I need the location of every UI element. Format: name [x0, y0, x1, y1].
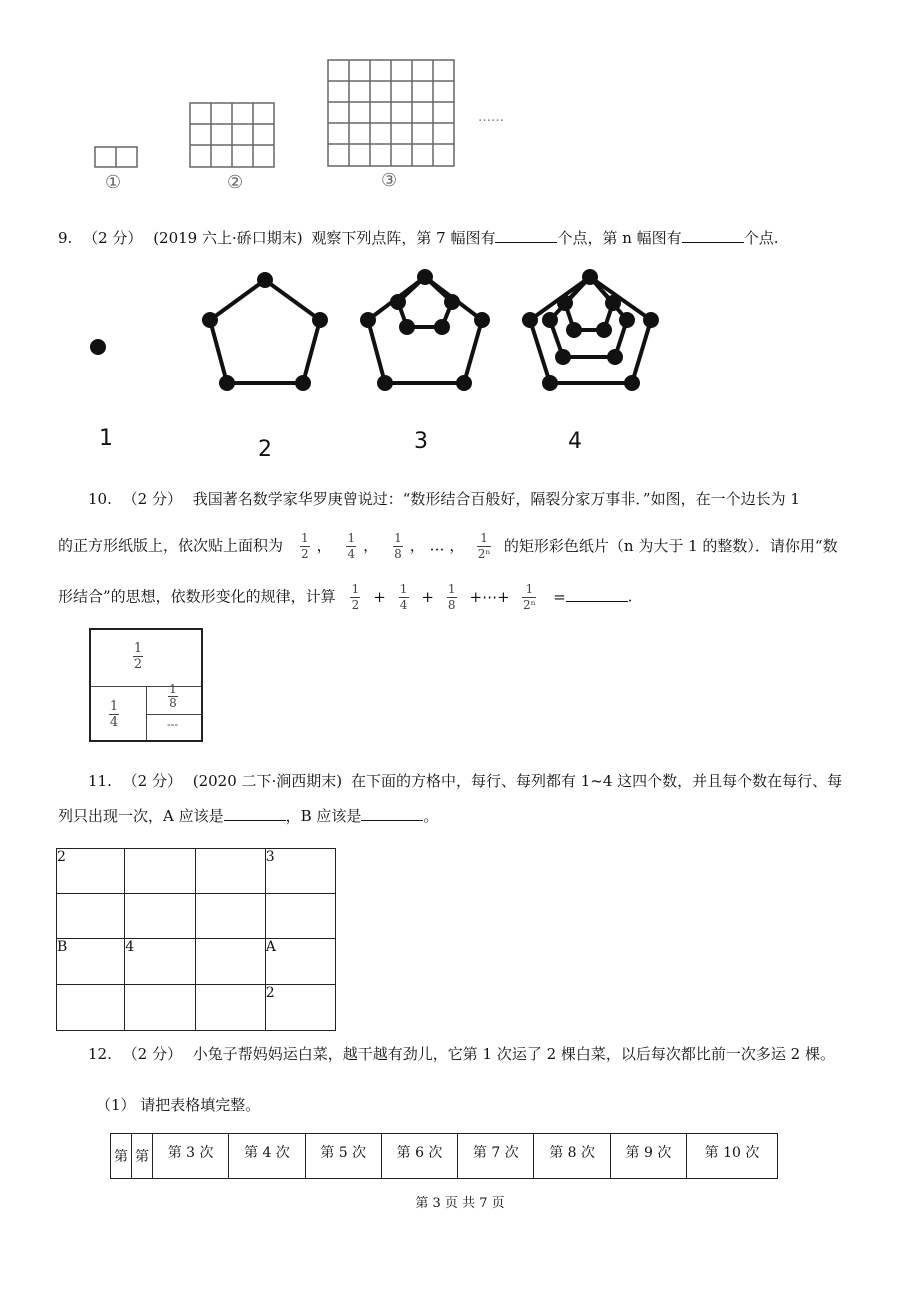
grid-cell: [195, 985, 265, 1031]
q11-number: 11.: [88, 772, 112, 790]
grid-cell: 2: [57, 849, 125, 894]
page-footer: 第 3 页 共 7 页: [415, 1196, 505, 1211]
q10-line3a: 形结合”的思想，依数形变化的规律，计算: [58, 587, 336, 606]
q11-line1: 在下面的方格中，每行、每列都有 1~4 这四个数，并且每个数在每行、每: [350, 772, 843, 790]
grid-cell: [195, 894, 265, 939]
comma: ，: [449, 536, 465, 555]
plus-sign: +: [421, 587, 434, 606]
latin-square-grid: [56, 848, 336, 1031]
dot-figure-label-1: 1: [99, 426, 113, 451]
q9-number: 9.: [58, 229, 73, 247]
figure-label-1: ①: [105, 172, 122, 193]
table-header-cell: 第: [111, 1134, 132, 1179]
grid-cell: A: [265, 939, 335, 985]
fraction-1-2n: $\frac{1}{\text{2ⁿ}}$: [477, 531, 491, 561]
table-header-cell: 第 3 次: [153, 1134, 229, 1179]
dot-figure-label-3: 3: [414, 429, 428, 454]
q11-score: （2 分）: [122, 772, 182, 790]
grid-cell: [125, 985, 195, 1031]
q9-text-b: 个点，第 n 幅图有: [557, 229, 682, 247]
grid-cell: [195, 939, 265, 985]
grid-cell: 2: [265, 985, 335, 1031]
q12-score: （2 分）: [122, 1045, 182, 1063]
growing-grid-figure: [90, 55, 530, 200]
q10-line2b: 的矩形彩色纸片（n 为大于 1 的整数）．请你用“数: [503, 536, 838, 555]
comma: ，: [363, 536, 379, 555]
cabbage-table: [110, 1133, 778, 1179]
grid-cell: [195, 849, 265, 894]
grid-cell: B: [57, 939, 125, 985]
q9-text-c: 个点.: [743, 229, 779, 247]
q9-source: (2019 六上·硚口期末): [153, 229, 303, 247]
fraction-1-8: $\frac{1}{8}$: [394, 531, 402, 561]
table-header-cell: 第 4 次: [229, 1134, 305, 1179]
sum-fraction-1-8: $\frac{1}{8}$: [447, 582, 456, 612]
q9-text-a: 观察下列点阵，第 7 幅图有: [311, 229, 496, 247]
q11-source: (2020 二下·涧西期末): [192, 772, 343, 790]
plus-sign: +: [373, 587, 386, 606]
table-header-cell: 第: [132, 1134, 153, 1179]
figure-label-3: ③: [381, 170, 398, 191]
pentagon-dot-figure: [85, 265, 665, 415]
q10-line1: 我国著名数学家华罗庚曾说过：“数形结合百般好，隔裂分家万事非．”如图，在一个边长为 1: [192, 490, 800, 508]
sum-fraction-1-2: $\frac{1}{2}$: [351, 582, 360, 612]
region-quarter-label: 1 4: [109, 699, 119, 730]
grid-cell: [125, 849, 195, 894]
grid-cell: [57, 894, 125, 939]
fraction-1-2: $\frac{1}{2}$: [300, 531, 309, 561]
q10-line2a: 的正方形纸版上，依次贴上面积为: [58, 536, 284, 555]
question-9: [58, 227, 778, 248]
dot-figure-label-4: 4: [568, 429, 582, 454]
region-half-label: 1 2: [133, 641, 143, 672]
q11-line2c: 。: [423, 807, 439, 825]
question-12-sub-1: [96, 1094, 260, 1115]
unit-square-figure: [89, 628, 203, 742]
question-10-line-3: [58, 583, 633, 612]
table-header-cell: 第 8 次: [534, 1134, 610, 1179]
dot-figure-label-2: 2: [258, 437, 272, 462]
question-10-line-1: [88, 488, 800, 509]
grid-cell: [57, 985, 125, 1031]
table-header-cell: 第 6 次: [381, 1134, 457, 1179]
grid-cell: 4: [125, 939, 195, 985]
q9-answer-blank-1[interactable]: [495, 228, 557, 243]
table-header-cell: 第 5 次: [305, 1134, 381, 1179]
comma: ，: [409, 536, 425, 555]
equals-sign: =: [553, 587, 566, 606]
region-eighth-label: 1 8: [169, 682, 177, 710]
grid-cell: [265, 894, 335, 939]
q9-score: （2 分）: [83, 229, 143, 247]
comma: ，: [316, 536, 332, 555]
table-header-cell: 第 9 次: [610, 1134, 686, 1179]
q11-answer-blank-b[interactable]: [361, 806, 423, 821]
q12-text: 小兔子帮妈妈运白菜，越干越有劲儿，它第 1 次运了 2 棵白菜，以后每次都比前一次多运 2 棵。: [192, 1045, 835, 1063]
q10-answer-blank[interactable]: [566, 587, 628, 602]
table-header-cell: 第 7 次: [458, 1134, 534, 1179]
grid-cell: [125, 894, 195, 939]
figure-label-2: ②: [227, 172, 244, 193]
q10-score: （2 分）: [122, 490, 182, 508]
q12-number: 12.: [88, 1045, 112, 1063]
q12-sub1: （1） 请把表格填完整。: [96, 1096, 261, 1114]
figure-ellipsis: ……: [478, 110, 504, 125]
question-11-line-1: [88, 770, 842, 791]
question-11-line-2: [58, 805, 438, 826]
q9-answer-blank-2[interactable]: [682, 228, 744, 243]
question-12: [88, 1043, 835, 1064]
sum-fraction-1-4: $\frac{1}{4}$: [399, 582, 408, 612]
region-remaining-label: ---: [167, 718, 179, 731]
grid-cell: 3: [265, 849, 335, 894]
sum-fraction-1-2n: $\frac{1}{\text{2ⁿ}}$: [523, 582, 536, 612]
question-10-line-2: [58, 532, 838, 561]
q11-line2a: 列只出现一次，A 应该是: [58, 807, 224, 825]
q11-answer-blank-a[interactable]: [224, 806, 286, 821]
fraction-1-4: $\frac{1}{4}$: [347, 531, 356, 561]
period: .: [627, 587, 633, 606]
table-header-cell: 第 10 次: [687, 1134, 778, 1179]
q10-number: 10.: [88, 490, 112, 508]
ellipsis: …: [429, 536, 445, 555]
dots-plus: +⋯+: [469, 587, 510, 606]
q11-line2b: ，B 应该是: [285, 807, 362, 825]
